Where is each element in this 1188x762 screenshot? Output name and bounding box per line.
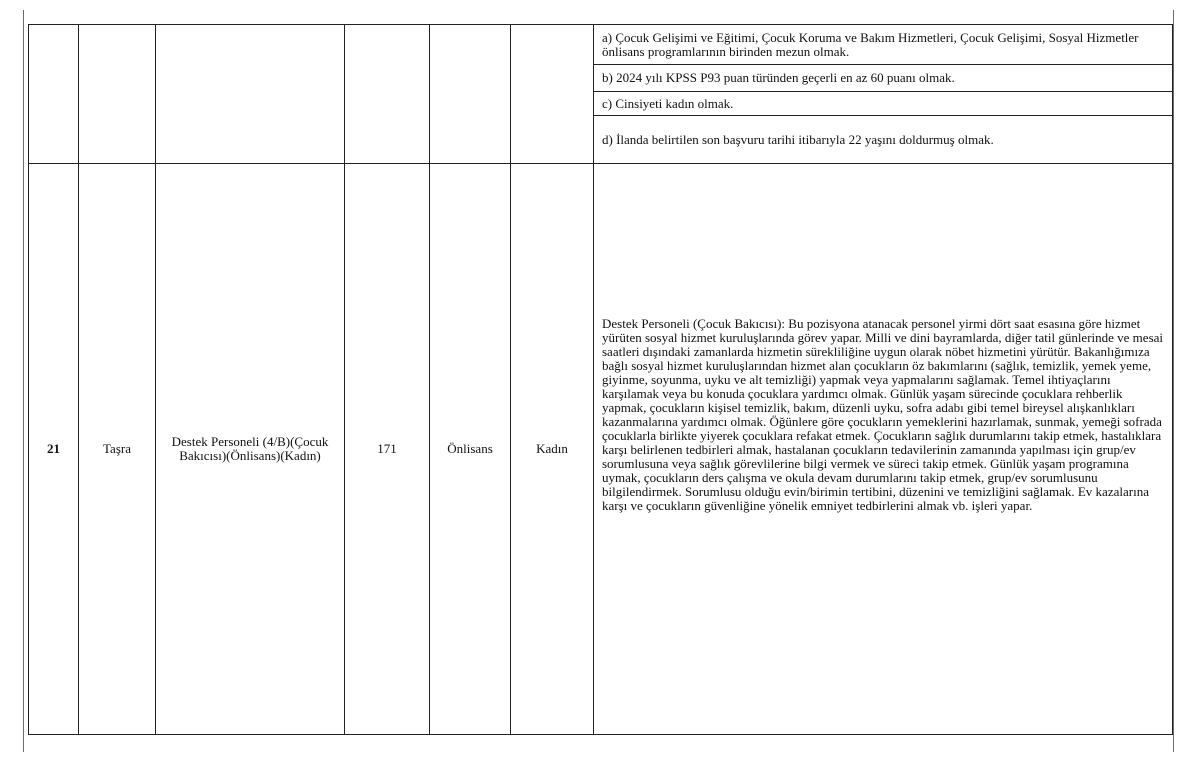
position-cell-top [156,25,345,164]
left-margin-line [23,10,24,752]
job-posting-table [28,24,1173,735]
right-margin-line [1173,10,1174,752]
number-cell-top [29,25,79,164]
location-cell-top [79,25,156,164]
requirement-a: a) Çocuk Gelişimi ve Eğitimi, Çocuk Koruma ve Bakım Hizmetleri, Çocuk Gelişimi, Sosyal Hizmetler önlisans programlarının birinden mezun olmak. [594,25,1173,65]
job-description: Destek Personeli (Çocuk Bakıcısı): Bu pozisyona atanacak personel yirmi dört saat esasına göre hizmet yürüten sosyal hizmet kuruluşlarında görev yapar. Milli ve dini bayramlarda, diğer tatil günlerinde ve mesai saatleri dışındaki zamanlarda hizmetin sürekliliğine uygun olarak nöbet hizmetini yürütür. Bakanlığımıza bağlı sosyal hizmet kuruluşlarından hizmet alan çocukların öz bakımlarını (sağlık, temizlik, yemek yeme, giyinme, soyunma, uyku ve alt temizliği) yapmak veya yapmalarını sağlamak. Temel ihtiyaçlarını karşılamak veya bu konuda çocuklara yardımcı olmak. Günlük yaşam sürecinde çocuklara rehberlik yapmak, çocukların kişisel temizlik, bakım, düzenli uyku, sofra adabı gibi temel bireysel alışkanlıkları kazanmalarına yardımcı olmak. Öğünlere göre çocukların yemeklerini hazırlamak, sunmak, yemeği sofrada çocuklarla birlikte yiyerek çocuklara refakat etmek. Çocukların sağlık durumlarını takip etmek, hastalıklara karşı belirlenen tedbirleri almak, hastalanan çocukların tedavilerinin zamanında yapılması için grup/ev sorumlusuna veya sağlık görevlilerine bilgi vermek ve süreci takip etmek. Günlük yaşam programına uymak, çocukların ders çalışma ve okula devam durumlarını takip etmek, grup/ev sorumlusunu bilgilendirmek. Sorumlusu olduğu evin/birimin tertibini, düzenini ve temizliğini sağlamak. Ev kazalarına karşı ve çocukların güvenliğine yönelik emniyet tedbirlerini almak vb. işleri yapar. [602,316,1164,513]
location: Taşra [79,164,156,735]
position-row [29,164,1173,735]
requirement-b: b) 2024 yılı KPSS P93 puan türünden geçerli en az 60 puanı olmak. [594,65,1173,92]
quota: 171 [345,164,430,735]
gender: Kadın [511,164,594,735]
row-number: 21 [29,164,79,735]
requirement-row-a [29,25,1173,65]
requirement-d: d) İlanda belirtilen son başvuru tarihi itibarıyla 22 yaşını doldurmuş olmak. [594,116,1173,164]
education-cell-top [430,25,511,164]
gender-cell-top [511,25,594,164]
job-description-cell [594,164,1173,735]
quota-cell-top [345,25,430,164]
education-level: Önlisans [430,164,511,735]
position-title: Destek Personeli (4/B)(Çocuk Bakıcısı)(Önlisans)(Kadın) [156,164,345,735]
requirement-c: c) Cinsiyeti kadın olmak. [594,92,1173,116]
